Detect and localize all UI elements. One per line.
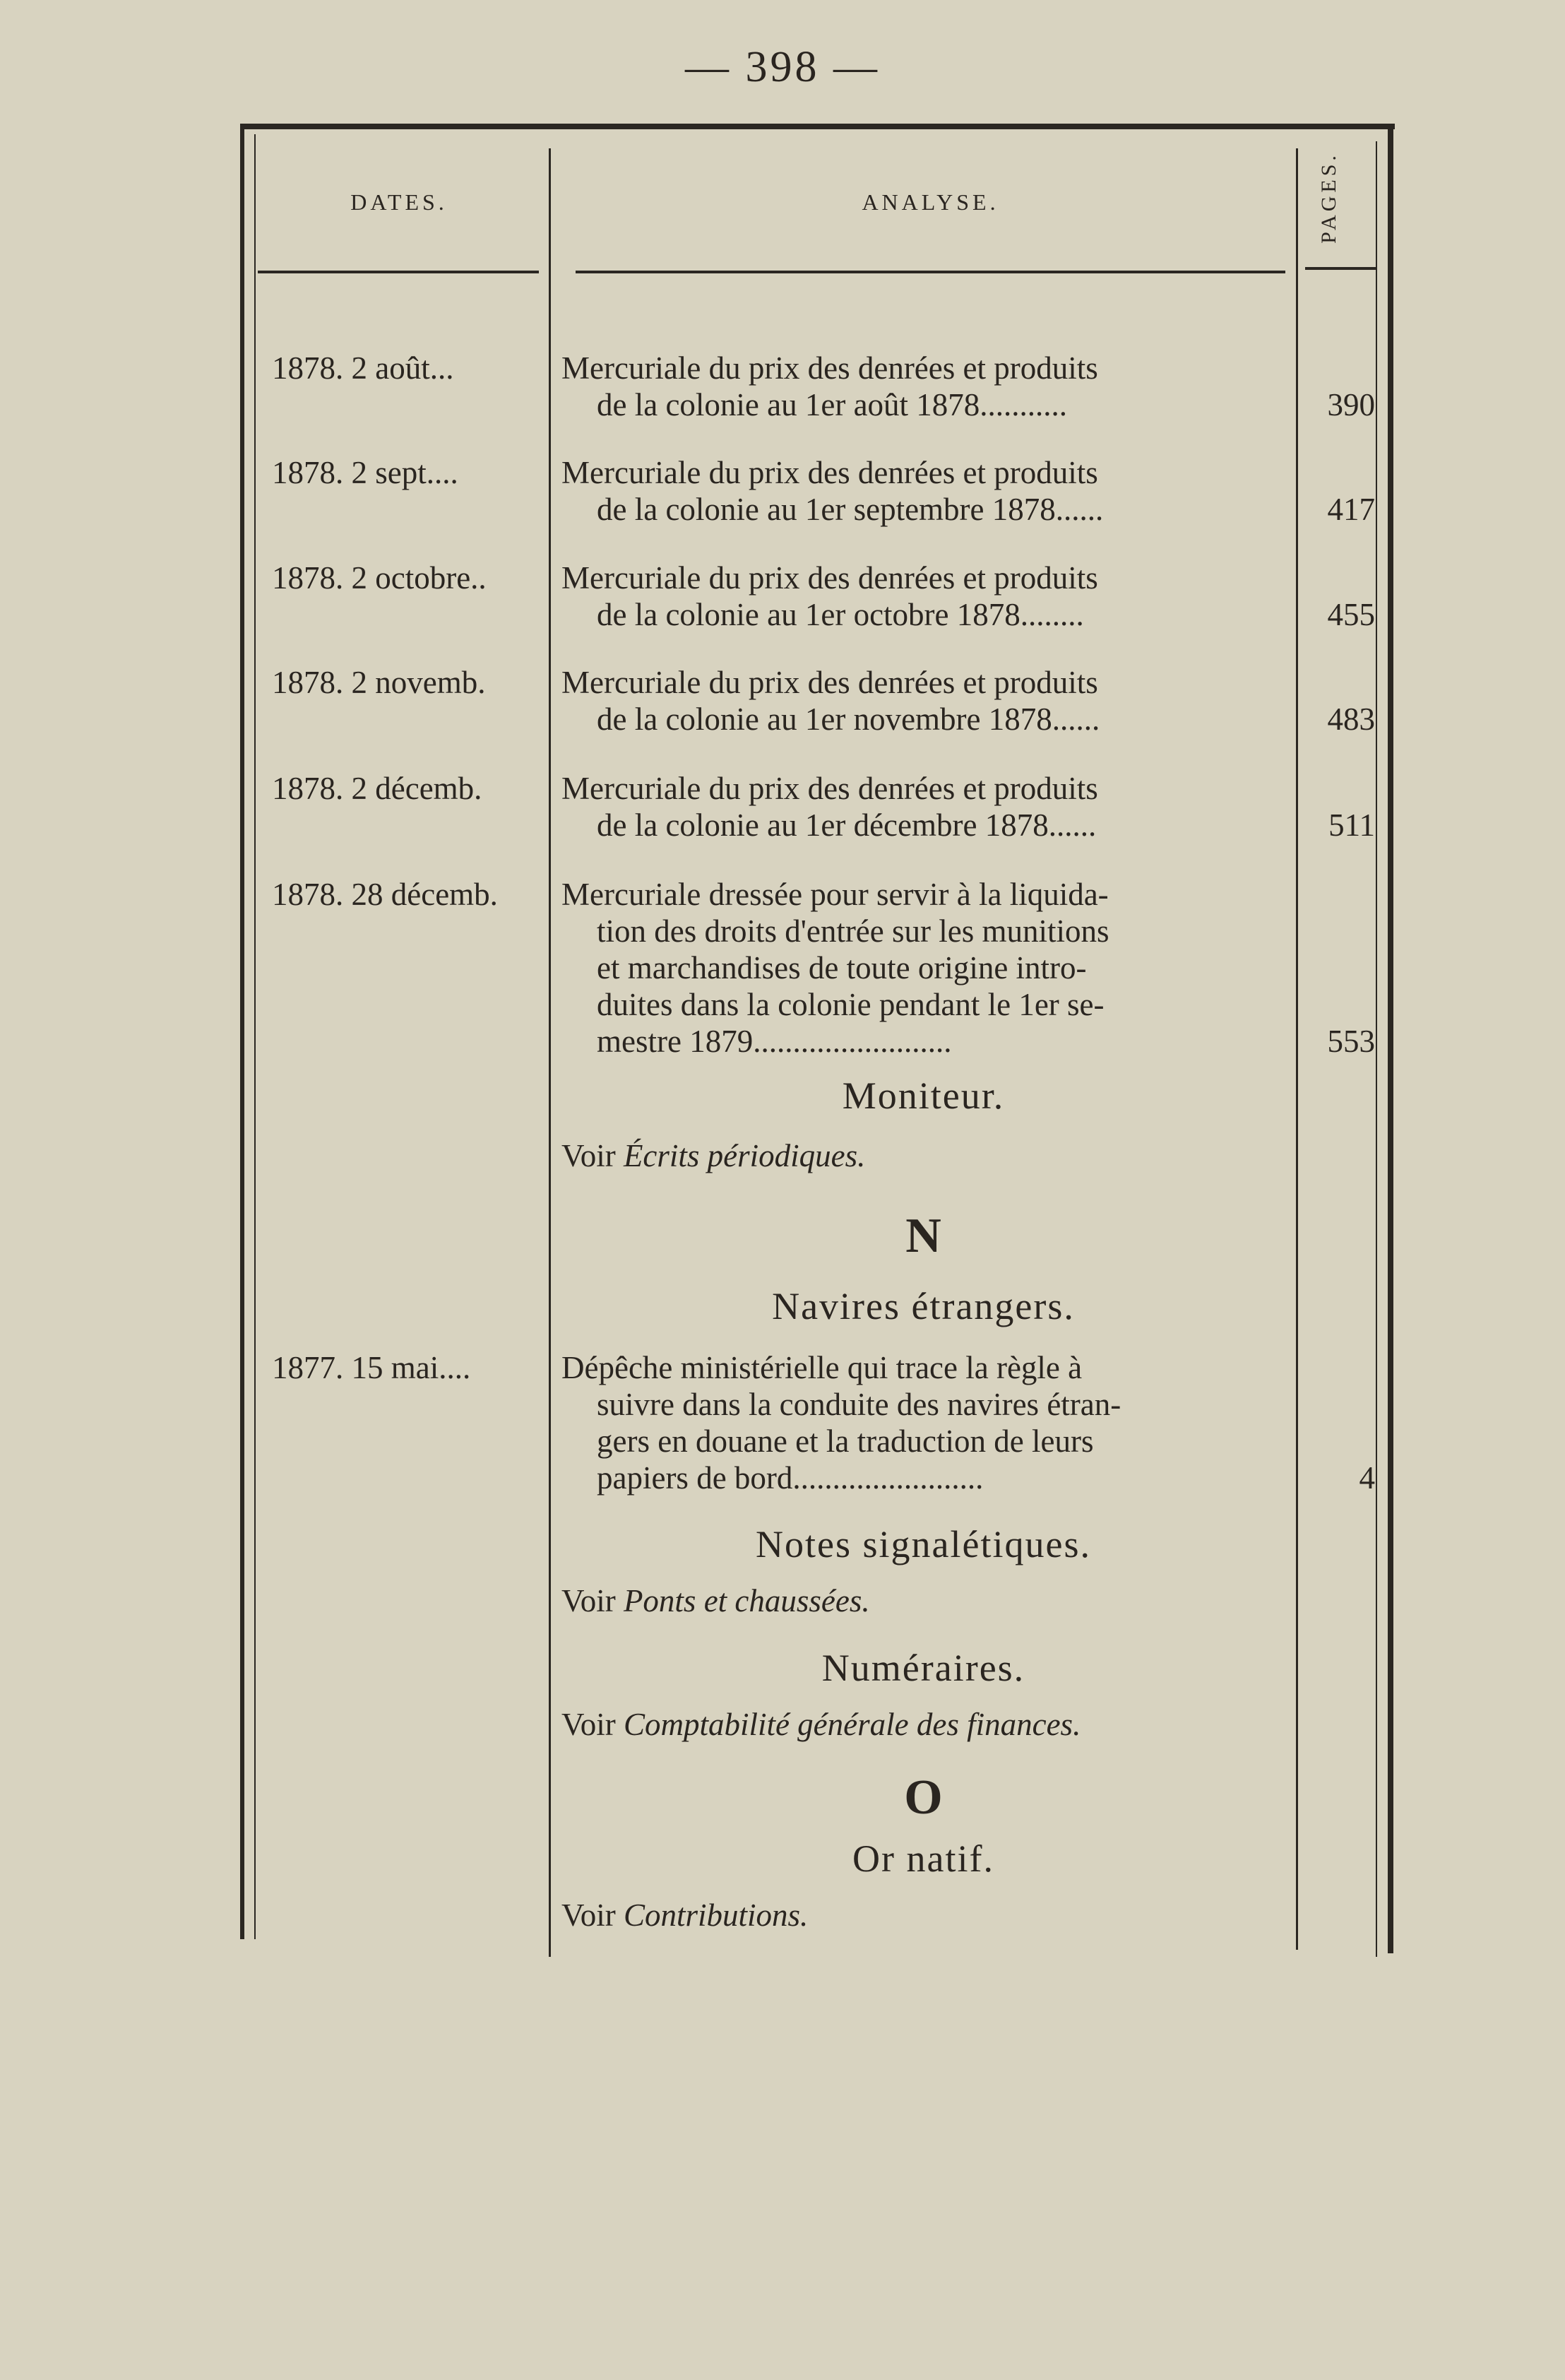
- section-heading-notes: Notes signalétiques.: [756, 1523, 1091, 1565]
- see-reference-moniteur: Voir Écrits périodiques.: [561, 1138, 866, 1173]
- section-heading-moniteur: Moniteur.: [842, 1074, 1005, 1117]
- entry-date: 1878. 2 août...: [272, 350, 454, 386]
- entry-page: 417: [1327, 492, 1375, 527]
- reference-link-text: Contributions.: [623, 1898, 809, 1933]
- entry-page: 553: [1327, 1024, 1375, 1059]
- reference-link-text: Écrits périodiques.: [623, 1138, 866, 1173]
- entry-date: 1878. 28 décemb.: [272, 877, 498, 912]
- header-rule-dates: [258, 271, 539, 273]
- entry-text: Mercuriale du prix des denrées et produits de la colonie au 1er décembre 1878......: [561, 771, 1098, 843]
- page-number: — 398 —: [685, 43, 880, 91]
- see-reference-numeraires: Voir Comptabilité générale des finances.: [561, 1707, 1081, 1742]
- header-rule-analyse: [576, 271, 1285, 273]
- entry-date: 1878. 2 sept....: [272, 455, 458, 490]
- entry-page: 4: [1359, 1460, 1375, 1496]
- entry-text: Mercuriale du prix des denrées et produits de la colonie au 1er août 1878...........: [561, 350, 1098, 422]
- entry-page: 455: [1327, 597, 1375, 632]
- section-letter-o: O: [904, 1770, 943, 1825]
- entry-page: 390: [1327, 387, 1375, 422]
- entry-text: Mercuriale du prix des denrées et produits de la colonie au 1er octobre 1878........: [561, 560, 1098, 632]
- right-border-inner: [1376, 141, 1377, 1957]
- header-rule-pages: [1305, 267, 1376, 270]
- header-analyse: ANALYSE.: [862, 189, 999, 215]
- entry-text: Mercuriale dressée pour servir à la liquida- tion des droits d'entrée sur les munitions et marchandises de toute origine intro- duites dans la colonie pendant le 1er se- mestre 1879.........................: [561, 877, 1109, 1059]
- see-reference-or-natif: Voir Contributions.: [561, 1898, 809, 1933]
- section-heading-or-natif: Or natif.: [852, 1837, 994, 1880]
- entry-date: 1878. 2 décemb.: [272, 771, 482, 806]
- top-rule: [244, 124, 1395, 129]
- left-border: [240, 124, 244, 1939]
- entry-page: 483: [1327, 701, 1375, 737]
- entry-text: Mercuriale du prix des denrées et produits de la colonie au 1er septembre 1878......: [561, 455, 1104, 527]
- entry-date: 1878. 2 novemb.: [272, 665, 486, 700]
- reference-link-text: Comptabilité générale des finances.: [623, 1707, 1081, 1742]
- left-border-inner: [254, 134, 256, 1939]
- divider-pages: [1296, 148, 1298, 1950]
- divider-dates: [549, 148, 551, 1957]
- entry-date: 1877. 15 mai....: [272, 1350, 471, 1385]
- reference-link-text: Ponts et chaussées.: [623, 1583, 870, 1618]
- right-border: [1388, 124, 1393, 1953]
- entry-text: Mercuriale du prix des denrées et produits de la colonie au 1er novembre 1878......: [561, 665, 1100, 737]
- see-reference-notes: Voir Ponts et chaussées.: [561, 1583, 870, 1618]
- entry-page: 511: [1328, 807, 1375, 843]
- section-letter-n: N: [905, 1209, 941, 1263]
- section-heading-numeraires: Numéraires.: [821, 1647, 1025, 1689]
- entry-date: 1878. 2 octobre..: [272, 560, 487, 596]
- header-dates: DATES.: [350, 189, 448, 215]
- entry-text: Dépêche ministérielle qui trace la règle à suivre dans la conduite des navires étran- gers en douane et la traduction de leurs papiers de bord........................: [561, 1350, 1121, 1496]
- section-heading-navires: Navires étrangers.: [772, 1285, 1075, 1327]
- header-pages: PAGES.: [1317, 152, 1340, 244]
